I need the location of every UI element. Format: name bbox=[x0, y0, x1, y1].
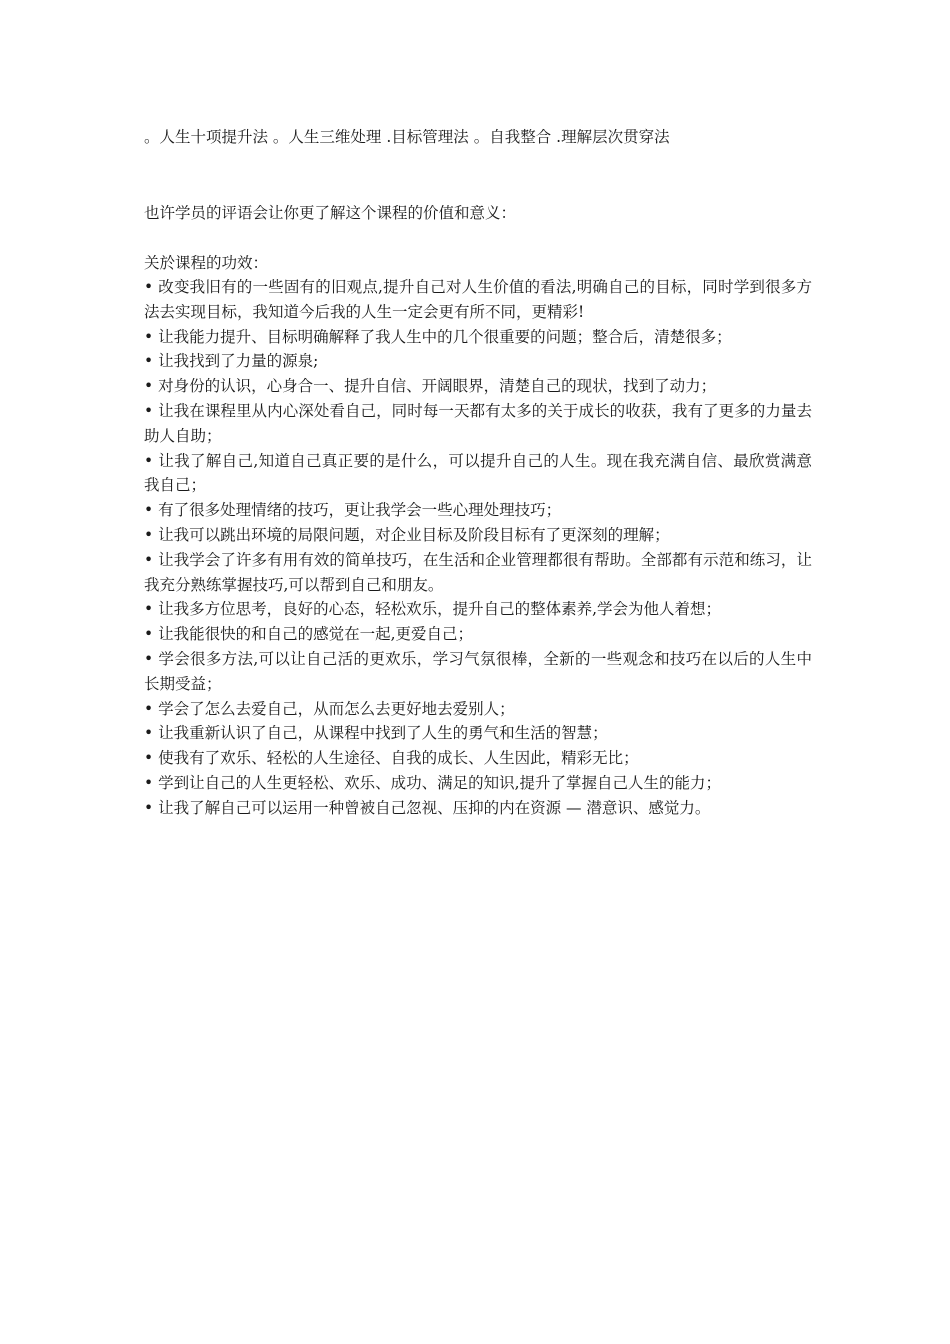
feedback-item: • 改变我旧有的一些固有的旧观点,提升自己对人生价值的看法,明确自己的目标，同时学到很多方法去实现目标，我知道今后我的人生一定会更有所不同，更精彩! bbox=[144, 278, 812, 321]
feedback-item: • 让我了解自己可以运用一种曾被自己忽视、压抑的内在资源 — 潜意识、感觉力。 bbox=[144, 798, 711, 817]
feedback-item: • 有了很多处理情绪的技巧，更让我学会一些心理处理技巧； bbox=[144, 501, 562, 520]
methods-line: 。人生十项提升法 。人生三维处理 .目标管理法 。自我整合 .理解层次贯穿法 bbox=[144, 128, 670, 146]
section-heading: 关於课程的功效： bbox=[144, 254, 269, 272]
feedback-item: • 学会很多方法,可以让自己活的更欢乐，学习气氛很棒，全新的一些观念和技巧在以后的人生中长期受益； bbox=[144, 649, 812, 693]
feedback-item: • 让我找到了力量的源泉; bbox=[144, 352, 319, 371]
feedback-item: • 让我能很快的和自己的感觉在一起,更爱自己； bbox=[144, 625, 473, 644]
feedback-item: • 学会了怎么去爱自己，从而怎么去更好地去爱别人； bbox=[144, 699, 515, 718]
feedback-item: • 让我在课程里从内心深处看自己，同时每一天都有太多的关于成长的收获，我有了更多的力量去助人自助； bbox=[144, 401, 812, 445]
feedback-item: • 让我了解自己,知道自己真正要的是什么，可以提升自己的人生。现在我充满自信、最欣赏满意我自己； bbox=[144, 451, 812, 495]
feedback-item: • 使我有了欢乐、轻松的人生途径、自我的成长、人生因此，精彩无比； bbox=[144, 749, 639, 768]
feedback-item: • 学到让自己的人生更轻松、欢乐、成功、满足的知识,提升了掌握自己人生的能力； bbox=[144, 773, 721, 792]
feedback-item: • 让我多方位思考，良好的心态，轻松欢乐，提升自己的整体素养,学会为他人着想； bbox=[144, 600, 721, 619]
feedback-item: • 让我能力提升、目标明确解释了我人生中的几个很重要的问题；整合后，清楚很多； bbox=[144, 327, 732, 346]
feedback-item: • 让我学会了许多有用有效的简单技巧，在生活和企业管理都很有帮助。全部都有示范和练习，让我充分熟练掌握技巧,可以帮到自己和朋友。 bbox=[144, 550, 812, 594]
feedback-item: • 对身份的认识，心身合一、提升自信、开阔眼界，清楚自己的现状，找到了动力； bbox=[144, 377, 717, 396]
feedback-item: • 让我可以跳出环境的局限问题，对企业目标及阶段目标有了更深刻的理解； bbox=[144, 525, 670, 544]
intro-line: 也许学员的评语会让你更了解这个课程的价值和意义： bbox=[144, 204, 517, 222]
feedback-list bbox=[144, 275, 812, 821]
feedback-item: • 让我重新认识了自己，从课程中找到了人生的勇气和生活的智慧； bbox=[144, 724, 608, 743]
